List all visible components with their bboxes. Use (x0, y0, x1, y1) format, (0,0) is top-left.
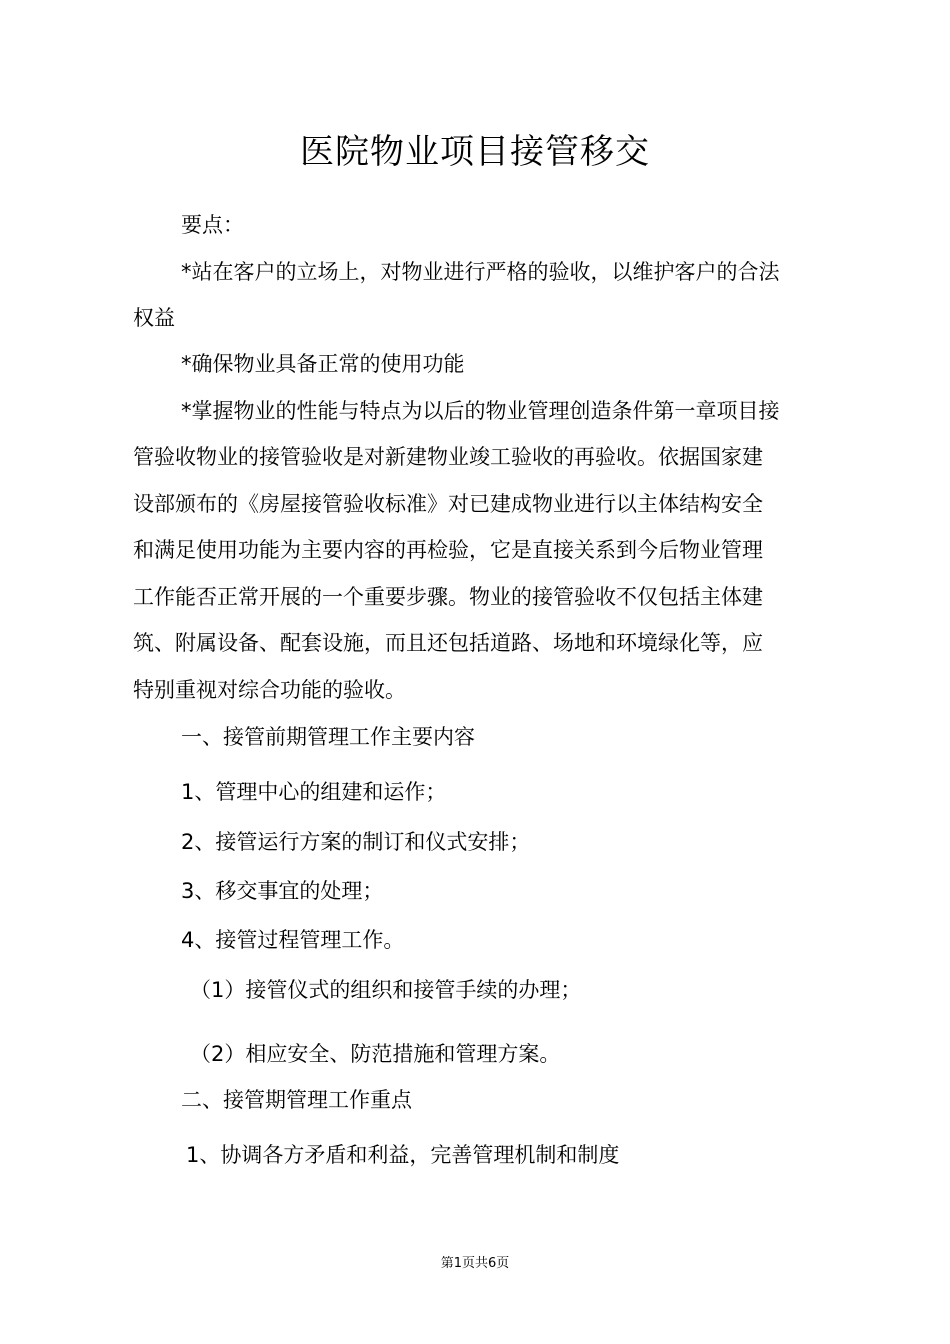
paragraph-line: 设部颁布的《房屋接管验收标准》对已建成物业进行以主体结构安全 (133, 492, 763, 516)
paragraph-line: *站在客户的立场上，对物业进行严格的验收，以维护客户的合法 (181, 260, 780, 284)
paragraph-line: 要点： (181, 213, 244, 237)
paragraph-line: 和满足使用功能为主要内容的再检验，它是直接关系到今后物业管理 (133, 538, 763, 562)
paragraph-line: *掌握物业的性能与特点为以后的物业管理创造条件第一章项目接 (181, 399, 780, 423)
document-title: 医院物业项目接管移交 (300, 132, 650, 172)
paragraph-line: 特别重视对综合功能的验收。 (133, 678, 406, 702)
paragraph-line: 筑、附属设备、配套设施，而且还包括道路、场地和环境绿化等，应 (133, 631, 763, 655)
paragraph-line: 工作能否正常开展的一个重要步骤。物业的接管验收不仅包括主体建 (133, 585, 763, 609)
list-item: 4、接管过程管理工作。 (181, 928, 405, 952)
paragraph-line: 权益 (133, 306, 175, 330)
paragraph-line: *确保物业具备正常的使用功能 (181, 352, 465, 376)
section-heading: 一、接管前期管理工作主要内容 (181, 725, 475, 749)
list-item: 1、管理中心的组建和运作； (181, 780, 447, 804)
list-item: 2、接管运行方案的制订和仪式安排； (181, 830, 531, 854)
list-item: 1、协调各方矛盾和利益，完善管理机制和制度 (186, 1143, 620, 1167)
paragraph-line: 管验收物业的接管验收是对新建物业竣工验收的再验收。依据国家建 (133, 445, 763, 469)
page-footer: 第1页共6页 (440, 1256, 510, 1271)
list-item: 3、移交事宜的处理； (181, 879, 384, 903)
section-heading: 二、接管期管理工作重点 (181, 1088, 412, 1112)
sub-list-item: （2）相应安全、防范措施和管理方案。 (190, 1042, 561, 1066)
sub-list-item: （1）接管仪式的组织和接管手续的办理； (190, 978, 582, 1002)
